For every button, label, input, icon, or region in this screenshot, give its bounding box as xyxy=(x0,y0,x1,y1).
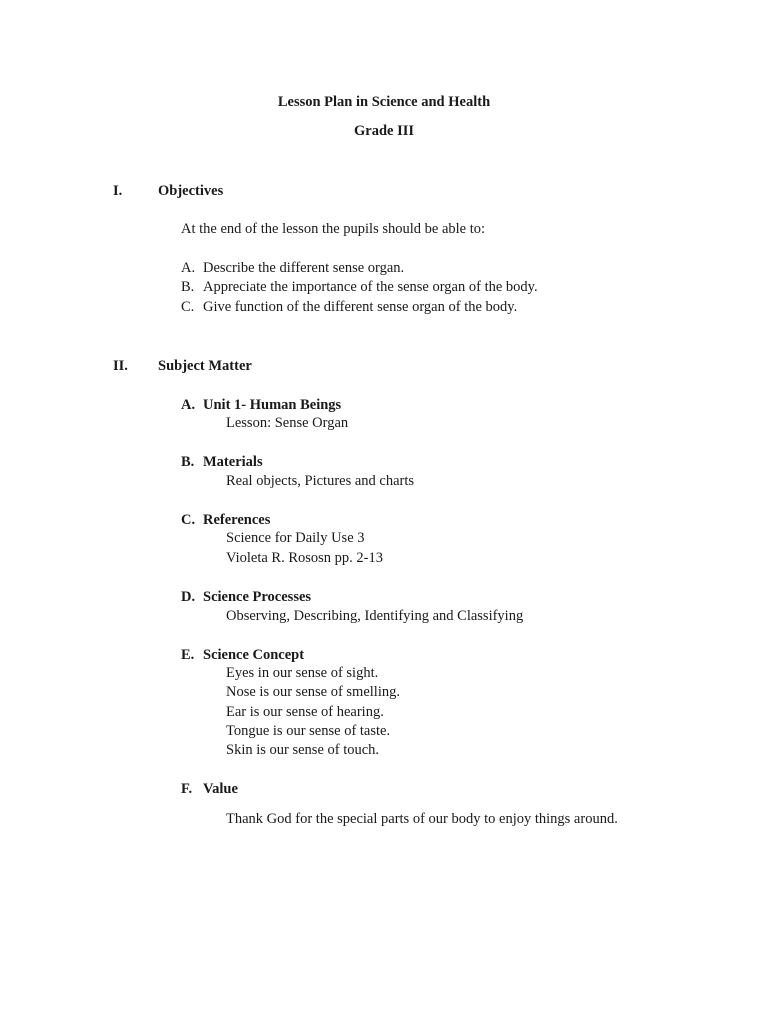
section-heading-objectives: Objectives xyxy=(158,183,224,199)
section-numeral-subject-matter: II. xyxy=(113,358,128,374)
objective-item xyxy=(181,259,404,278)
objective-item xyxy=(181,298,517,317)
subsection-heading xyxy=(181,780,238,799)
subsection-letter: B. xyxy=(181,454,195,470)
page-title: Lesson Plan in Science and Health xyxy=(277,94,491,110)
subsection-line: Observing, Describing, Identifying and Classifying xyxy=(226,608,524,624)
subsection-heading xyxy=(181,588,311,607)
subsection-line: Ear is our sense of hearing. xyxy=(226,704,384,720)
subsection-title: Science Concept xyxy=(203,647,305,663)
subsection-line: Thank God for the special parts of our body to enjoy things around. xyxy=(226,811,618,827)
objectives-intro: At the end of the lesson the pupils should be able to: xyxy=(181,221,486,237)
subsection-letter: A. xyxy=(181,397,196,413)
subsection-line: Eyes in our sense of sight. xyxy=(226,665,379,681)
subsection-heading xyxy=(181,453,263,472)
section-heading-subject-matter: Subject Matter xyxy=(158,358,252,374)
subsection-letter: E. xyxy=(181,647,195,663)
subsection-heading xyxy=(181,511,270,530)
subsection-heading xyxy=(181,396,341,415)
section-numeral-objectives: I. xyxy=(113,183,123,199)
objective-item xyxy=(181,278,538,297)
objective-letter: A. xyxy=(181,260,196,276)
subsection-line: Science for Daily Use 3 xyxy=(226,530,365,546)
objective-text: Give function of the different sense organ of the body. xyxy=(203,299,518,315)
subsection-letter: C. xyxy=(181,512,196,528)
objective-text: Appreciate the importance of the sense organ of the body. xyxy=(203,279,538,295)
objective-text: Describe the different sense organ. xyxy=(203,260,405,276)
subsection-title: Value xyxy=(203,781,238,797)
subsection-title: References xyxy=(203,512,271,528)
subsection-line: Violeta R. Rososn pp. 2-13 xyxy=(226,550,384,566)
grade-label: Grade III xyxy=(353,123,415,139)
subsection-letter: F. xyxy=(181,781,193,797)
objective-letter: C. xyxy=(181,299,195,315)
subsection-line: Nose is our sense of smelling. xyxy=(226,684,400,700)
subsection-letter: D. xyxy=(181,589,196,605)
subsection-line: Real objects, Pictures and charts xyxy=(226,473,415,489)
subsection-line: Lesson: Sense Organ xyxy=(226,415,349,431)
objective-letter: B. xyxy=(181,279,195,295)
subsection-line: Tongue is our sense of taste. xyxy=(226,723,391,739)
subsection-line: Skin is our sense of touch. xyxy=(226,742,380,758)
subsection-title: Unit 1- Human Beings xyxy=(203,397,342,413)
subsection-title: Materials xyxy=(203,454,263,470)
subsection-title: Science Processes xyxy=(203,589,312,605)
subsection-heading xyxy=(181,646,304,665)
